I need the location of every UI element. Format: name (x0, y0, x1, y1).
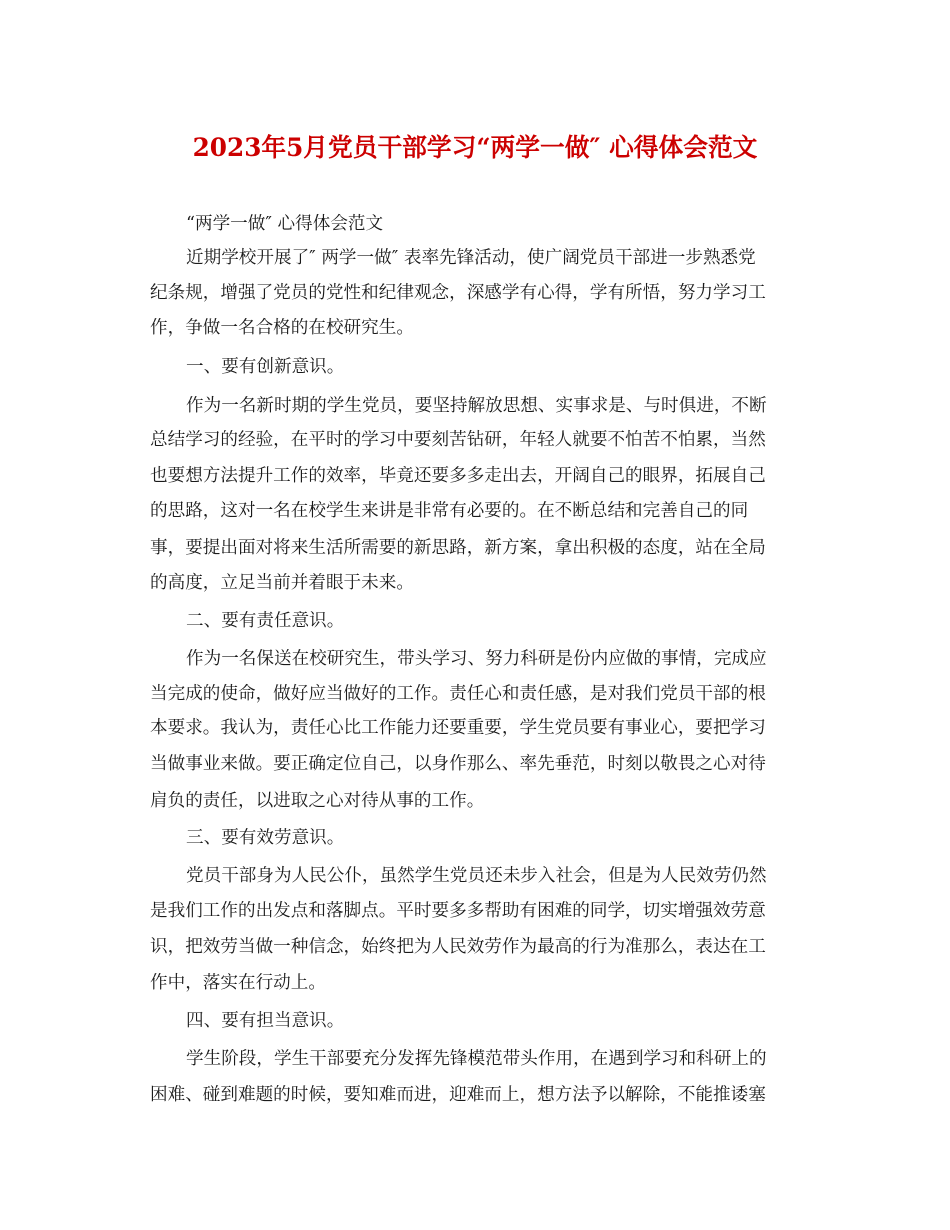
paragraph-line: 困难、碰到难题的时候，要知难而进，迎难而上，想方法予以解除，不能推诿塞 (150, 1085, 766, 1105)
subtitle-line: “两学一做″ 心得体会范文 (186, 214, 384, 234)
paragraph-line: 的思路，这对一名在校学生来讲是非常有必要的。在不断总结和完善自己的同 (150, 501, 749, 521)
paragraph-line: 当做事业来做。要正确定位自己，以身作那么、率先垂范，时刻以敬畏之心对待 (150, 754, 766, 774)
paragraph-line: 识，把效劳当做一种信念，始终把为人民效劳作为最高的行为准那么，表达在工 (150, 937, 766, 957)
paragraph-line: 作为一名保送在校研究生，带头学习、努力科研是份内应做的事情，完成应 (186, 649, 767, 669)
paragraph-line: 总结学习的经验，在平时的学习中要刻苦钻研，年轻人就要不怕苦不怕累，当然 (150, 430, 766, 450)
section-heading: 三、要有效劳意识。 (186, 828, 345, 848)
paragraph-line: 作为一名新时期的学生党员，要坚持解放思想、实事求是、与时俱进，不断 (186, 396, 767, 416)
paragraph-line: 是我们工作的出发点和落脚点。平时要多多帮助有困难的同学，切实增强效劳意 (150, 901, 766, 921)
paragraph-line: 作中，落实在行动上。 (150, 973, 326, 993)
paragraph-line: 纪条规，增强了党员的党性和纪律观念，深感学有心得，学有所悟，努力学习工 (150, 283, 766, 303)
paragraph-line: 本要求。我认为，责任心比工作能力还要重要，学生党员要有事业心，要把学习 (150, 718, 766, 738)
section-heading: 二、要有责任意识。 (186, 611, 345, 631)
paragraph-line: 的高度，立足当前并着眼于未来。 (150, 573, 414, 593)
paragraph-line: 事，要提出面对将来生活所需要的新思路，新方案，拿出积极的态度，站在全局 (150, 538, 766, 558)
document-title: 2023年5月党员干部学习“两学一做″ 心得体会范文 (192, 133, 758, 162)
paragraph-line: 肩负的责任，以进取之心对待从事的工作。 (150, 791, 485, 811)
paragraph-line: 党员干部身为人民公仆，虽然学生党员还未步入社会，但是为人民效劳仍然 (186, 866, 767, 886)
section-heading: 一、要有创新意识。 (186, 357, 345, 377)
paragraph-line: 作，争做一名合格的在校研究生。 (150, 318, 414, 338)
paragraph-line: 学生阶段，学生干部要充分发挥先锋模范带头作用，在遇到学习和科研上的 (186, 1049, 767, 1069)
paragraph-line: 近期学校开展了″ 两学一做″ 表率先锋活动，使广阔党员干部进一步熟悉党 (186, 248, 756, 268)
paragraph-line: 也要想方法提升工作的效率，毕竟还要多多走出去，开阔自己的眼界，拓展自己 (150, 466, 766, 486)
section-heading: 四、要有担当意识。 (186, 1011, 345, 1031)
paragraph-line: 当完成的使命，做好应当做好的工作。责任心和责任感，是对我们党员干部的根 (150, 684, 766, 704)
